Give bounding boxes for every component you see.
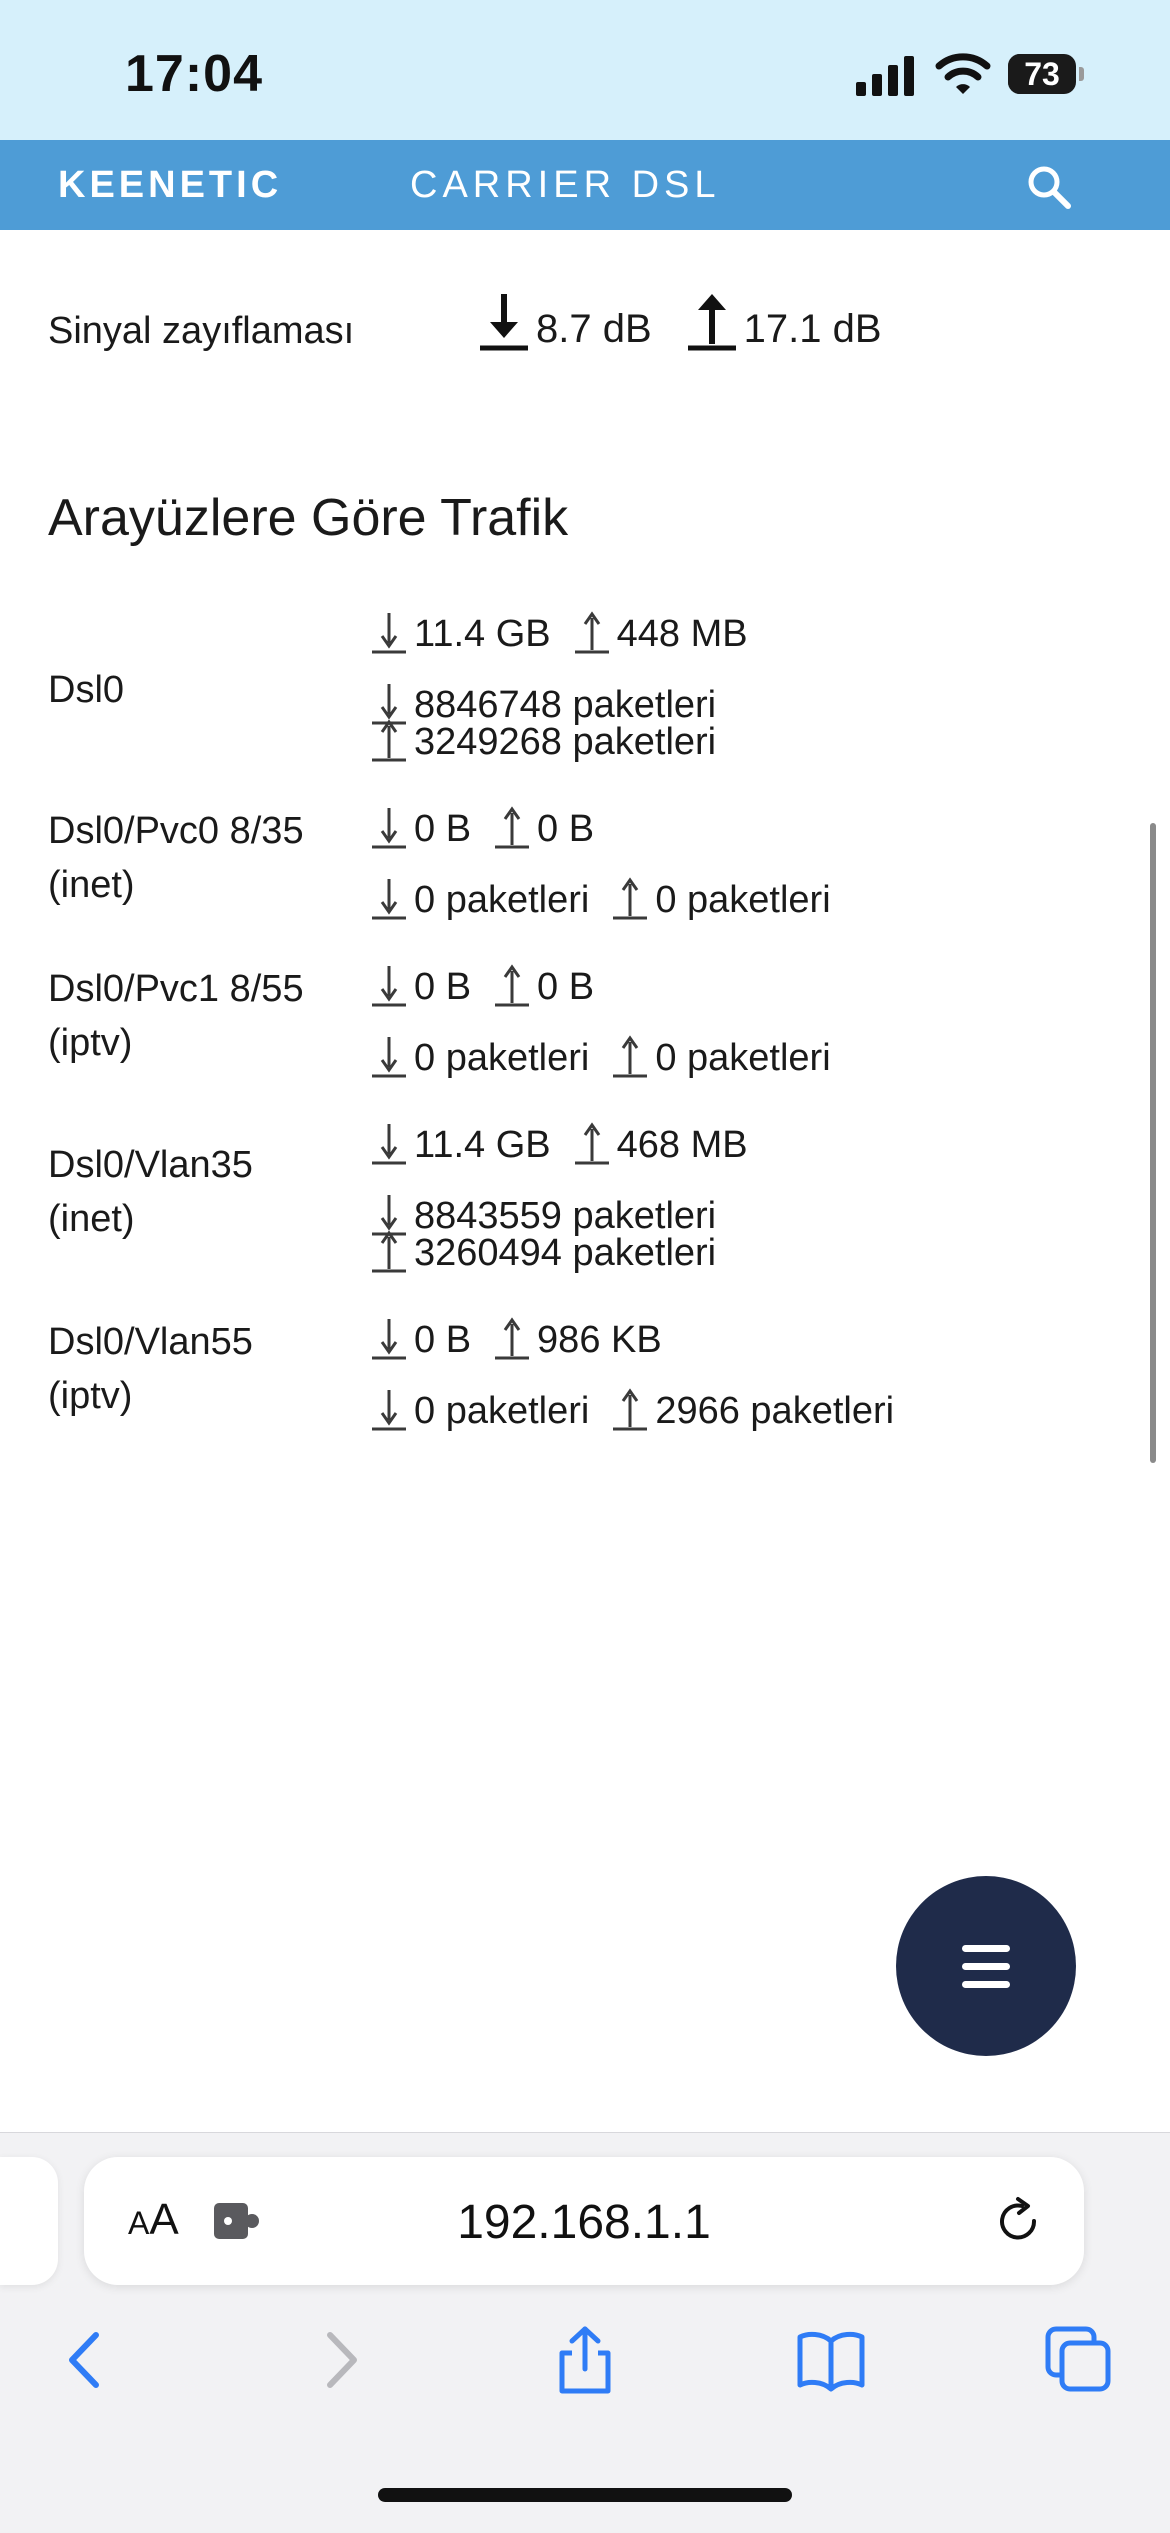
battery-percent: 73	[1024, 56, 1060, 92]
packets-sent: 2966 paketleri	[655, 1390, 895, 1432]
interface-bytes-row	[370, 1121, 748, 1167]
upload-arrow-icon	[611, 876, 649, 922]
interface-bytes-row	[370, 1316, 662, 1362]
attenuation-label: Sinyal zayıflaması	[48, 310, 355, 352]
bytes-received: 0 B	[414, 808, 472, 850]
app-header	[0, 140, 1170, 230]
product-name: CARRIER DSL	[410, 164, 721, 206]
url-text[interactable]: 192.168.1.1	[457, 2196, 711, 2249]
battery-nub	[1079, 67, 1084, 81]
attenuation-up: 17.1 dB	[743, 307, 882, 351]
tabs-icon[interactable]	[1044, 2325, 1114, 2395]
download-arrow-icon	[478, 290, 530, 352]
status-bar	[0, 0, 1170, 140]
reload-icon[interactable]	[992, 2195, 1044, 2247]
upload-arrow-icon	[370, 1229, 408, 1275]
download-arrow-icon	[370, 1121, 408, 1167]
download-arrow-icon	[370, 876, 408, 922]
interface-bytes-row	[370, 963, 594, 1009]
bytes-sent: 0 B	[537, 808, 595, 850]
bytes-received: 0 B	[414, 966, 472, 1008]
page-settings-button[interactable]: AA	[128, 2195, 179, 2244]
packets-received: 0 paketleri	[414, 879, 590, 921]
home-indicator	[378, 2488, 792, 2502]
interface-packets-row	[370, 1387, 894, 1433]
download-arrow-icon	[370, 1034, 408, 1080]
search-icon[interactable]	[1024, 162, 1074, 212]
interface-packets-sent-row	[370, 1229, 716, 1275]
browser-toolbar	[0, 2132, 1170, 2533]
hamburger-icon-line	[962, 1963, 1010, 1970]
hamburger-icon-line	[962, 1981, 1010, 1988]
status-time: 17:04	[125, 45, 263, 103]
bytes-sent: 986 KB	[537, 1319, 662, 1361]
brand-logo[interactable]: KEENETIC	[58, 164, 283, 206]
download-arrow-icon	[370, 1387, 408, 1433]
download-arrow-icon	[370, 610, 408, 656]
upload-arrow-icon	[370, 718, 408, 764]
interface-name: Dsl0/Vlan35 (inet)	[48, 1144, 253, 1240]
wifi-icon	[935, 50, 991, 96]
upload-arrow-icon	[573, 610, 611, 656]
packets-sent: 0 paketleri	[655, 879, 831, 921]
packets-sent: 3249268 paketleri	[414, 721, 717, 763]
chevron-right-icon[interactable]	[304, 2325, 374, 2395]
packets-received: 0 paketleri	[414, 1037, 590, 1079]
attenuation-down: 8.7 dB	[536, 307, 652, 351]
upload-arrow-icon	[493, 963, 531, 1009]
interface-packets-row	[370, 876, 831, 922]
previous-tab-peek[interactable]	[0, 2157, 58, 2285]
menu-fab-button[interactable]	[896, 1876, 1076, 2056]
interface-bytes-row	[370, 805, 594, 851]
interface-name: Dsl0	[48, 669, 125, 711]
upload-arrow-icon	[493, 805, 531, 851]
book-icon[interactable]	[796, 2325, 866, 2395]
download-arrow-icon	[370, 805, 408, 851]
interface-packets-row	[370, 1034, 831, 1080]
upload-arrow-icon	[686, 290, 738, 352]
packets-received: 8846748 paketleri	[414, 684, 717, 726]
download-arrow-icon	[370, 1316, 408, 1362]
upload-arrow-icon	[611, 1034, 649, 1080]
page-content	[0, 230, 1170, 2130]
bytes-sent: 448 MB	[616, 613, 748, 655]
cellular-signal-icon	[856, 56, 916, 96]
bytes-received: 11.4 GB	[414, 613, 551, 655]
battery-icon	[1008, 54, 1084, 94]
interface-bytes-row	[370, 610, 748, 656]
bytes-sent: 0 B	[537, 966, 595, 1008]
section-title-traffic: Arayüzlere Göre Trafik	[48, 489, 569, 547]
attenuation-values	[478, 290, 882, 352]
bytes-sent: 468 MB	[616, 1124, 748, 1166]
interface-name: Dsl0/Vlan55 (iptv)	[48, 1321, 253, 1417]
interface-name: Dsl0/Pvc0 8/35 (inet)	[48, 810, 304, 906]
hamburger-icon	[962, 1945, 1010, 1952]
chevron-left-icon[interactable]	[52, 2325, 122, 2395]
download-arrow-icon	[370, 963, 408, 1009]
upload-arrow-icon	[573, 1121, 611, 1167]
packets-received: 8843559 paketleri	[414, 1195, 717, 1237]
address-bar[interactable]	[84, 2157, 1084, 2285]
packets-received: 0 paketleri	[414, 1390, 590, 1432]
share-icon[interactable]	[550, 2325, 620, 2395]
upload-arrow-icon	[611, 1387, 649, 1433]
interface-name: Dsl0/Pvc1 8/55 (iptv)	[48, 968, 304, 1064]
packets-sent: 3260494 paketleri	[414, 1232, 717, 1274]
bytes-received: 0 B	[414, 1319, 472, 1361]
bytes-received: 11.4 GB	[414, 1124, 551, 1166]
upload-arrow-icon	[493, 1316, 531, 1362]
scrollbar[interactable]	[1150, 823, 1156, 1463]
packets-sent: 0 paketleri	[655, 1037, 831, 1079]
interface-packets-sent-row	[370, 718, 716, 764]
